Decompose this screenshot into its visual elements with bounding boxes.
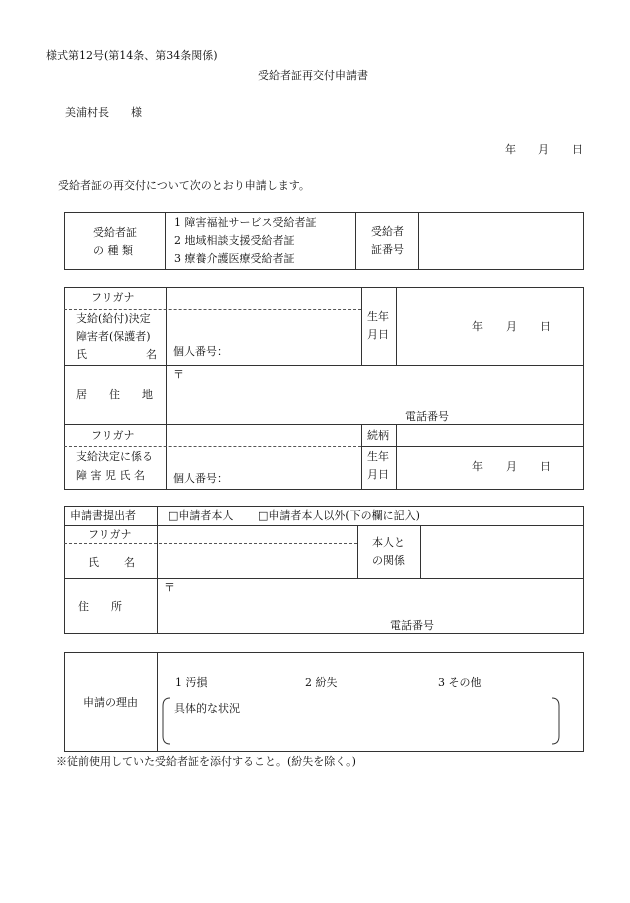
- birth-day[interactable]: 日: [540, 320, 551, 333]
- details-field[interactable]: [172, 718, 552, 742]
- cert-number-field[interactable]: [420, 214, 582, 268]
- form-number: 様式第12号(第14条、第34条関係): [46, 49, 218, 62]
- cert-type-label-1: 受給者証: [93, 226, 137, 239]
- birth2-month[interactable]: 月: [506, 460, 517, 473]
- furigana-label: フリガナ: [91, 291, 135, 304]
- birth-month[interactable]: 月: [506, 320, 517, 333]
- footnote: ※従前使用していた受給者証を添付すること。(紛失を除く。): [56, 755, 356, 768]
- my-number-label-2[interactable]: 個人番号：: [173, 472, 228, 485]
- submitter-phone-label[interactable]: 電話番号: [390, 619, 434, 632]
- addressee: 美浦村長: [65, 106, 109, 119]
- submitter-postal-mark: 〒: [164, 581, 175, 594]
- address-label: 居 住 地: [76, 388, 153, 401]
- cert-option-3[interactable]: 3 療養介護医療受給者証: [174, 252, 295, 265]
- relation-label-1: 本人と: [372, 536, 405, 549]
- name-label-1: 支給(給付)決定: [76, 312, 151, 325]
- phone-label[interactable]: 電話番号: [405, 410, 449, 423]
- submitter-name-a: 氏: [88, 556, 99, 569]
- date-month[interactable]: 月: [538, 143, 549, 156]
- name-label-3b: 名: [146, 348, 157, 361]
- cert-option-1[interactable]: 1 障害福祉サービス受給者証: [174, 216, 317, 229]
- honorific: 様: [131, 106, 142, 119]
- date-year[interactable]: 年: [505, 143, 516, 156]
- birth2-year[interactable]: 年: [472, 460, 483, 473]
- my-number-label[interactable]: 個人番号：: [173, 345, 228, 358]
- birth2-label-1: 生年: [367, 450, 389, 463]
- submitter-label: 申請書提出者: [70, 509, 136, 522]
- submitter-address-label: 住 所: [78, 600, 122, 613]
- cert-option-2[interactable]: 2 地域相談支援受給者証: [174, 234, 295, 247]
- child-label-1: 支給決定に係る: [76, 450, 153, 463]
- birth-label-1: 生年: [367, 310, 389, 323]
- submitter-name-b: 名: [124, 556, 135, 569]
- furigana-label-2: フリガナ: [91, 429, 135, 442]
- birth-year[interactable]: 年: [472, 320, 483, 333]
- relation-label: 続柄: [367, 429, 389, 442]
- submitter-furigana-label: フリガナ: [88, 528, 132, 541]
- details-label: 具体的な状況: [174, 702, 240, 715]
- page-title: 受給者証再交付申請書: [258, 69, 368, 82]
- submitter-self-checkbox[interactable]: □申請者本人: [168, 509, 234, 522]
- intro-text: 受給者証の再交付について次のとおり申請します。: [58, 179, 310, 192]
- cert-type-label-2: の 種 類: [93, 244, 133, 257]
- birth2-day[interactable]: 日: [540, 460, 551, 473]
- postal-mark: 〒: [173, 368, 184, 381]
- birth-label-2: 月日: [367, 328, 389, 341]
- submitter-other-checkbox[interactable]: □申請者本人以外(下の欄に記入): [258, 509, 420, 522]
- reason-option-3[interactable]: 3 その他: [438, 676, 482, 689]
- cert-number-label-1: 受給者: [371, 225, 404, 238]
- relation-label-2: の関係: [372, 554, 405, 567]
- birth2-label-2: 月日: [367, 468, 389, 481]
- child-label-2: 障 害 児 氏 名: [76, 469, 145, 482]
- reason-option-1[interactable]: 1 汚損: [175, 676, 208, 689]
- reason-option-2[interactable]: 2 紛失: [305, 676, 338, 689]
- date-day[interactable]: 日: [572, 143, 583, 156]
- name-label-2: 障害者(保護者): [76, 330, 151, 343]
- reason-label: 申請の理由: [83, 696, 138, 709]
- name-label-3a: 氏: [76, 348, 87, 361]
- cert-number-label-2: 証番号: [371, 243, 404, 256]
